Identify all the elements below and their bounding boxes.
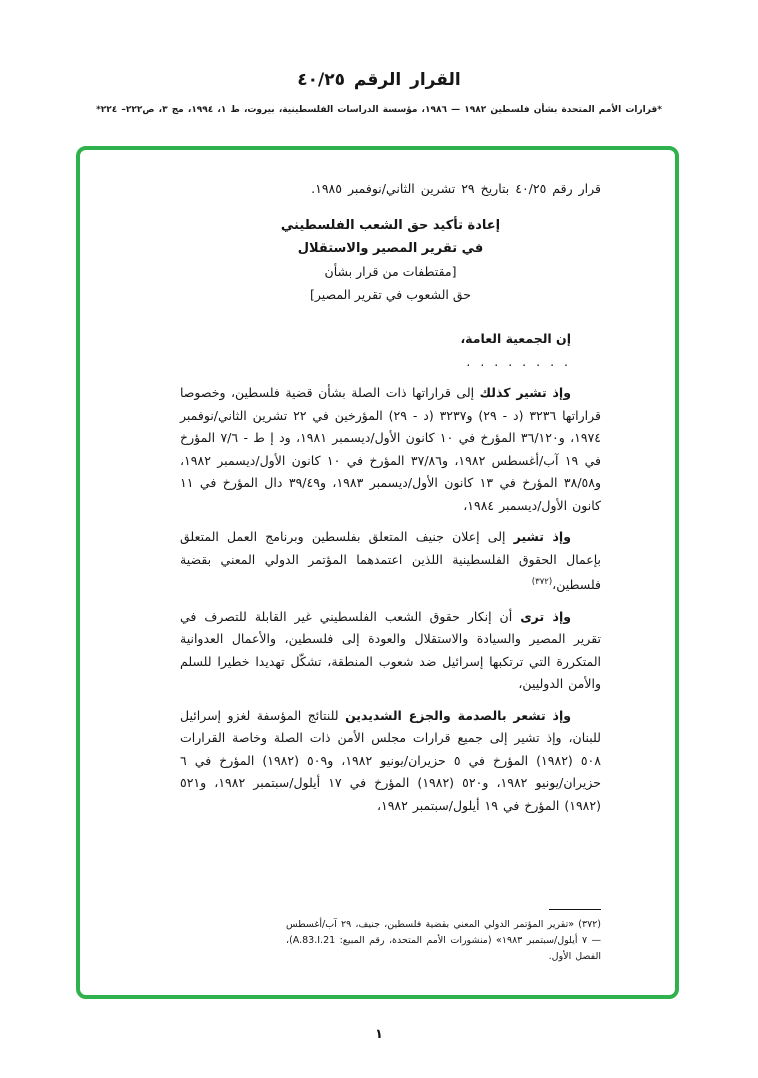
resolution-title-block [180,214,601,306]
preambular-paragraph-4 [180,705,601,818]
resolution-number-title: القرار الرقم ٤٠/٢٥ [297,70,461,90]
footnote-text: «تقرير المؤتمر الدولي المعني بقضية فلسطين، جنيف، ٢٩ آب/أغسطس — ٧ أيلول/سبتمبر ١٩٨٣» (منشورات الأمم المتحدة، رقم المبيع: A.83.I.21)، الفصل الأول. [286,919,601,962]
paragraph-1-lead: وإذ تشير كذلك [479,385,571,400]
preambular-paragraph-2 [180,526,601,597]
preambular-paragraph-3 [180,606,601,696]
resolution-text-content [80,150,675,995]
footnote-divider-rule [549,909,601,910]
title-line-4: حق الشعوب في تقرير المصير] [309,287,472,302]
preambular-paragraph-1 [180,382,601,517]
document-header [0,70,758,115]
source-citation-line: *قرارات الأمم المتحدة بشأن فلسطين ١٩٨٢ — ١٩٨٦، مؤسسة الدراسات الفلسطينية، بيروت، ط ١، ١٩٩٤، مج ٣، ص٢٢٢– ٢٢٤* [96,105,662,115]
paragraph-4-text: للنتائج المؤسفة لغزو إسرائيل للبنان، وإذ تشير إلى جميع قرارات مجلس الأمن ذات الصلة وخاصة القرارات ٥٠٨ (١٩٨٢) المؤرخ في ٥ حزيران/يونيو ١٩٨٢، و٥٠٩ (١٩٨٢) المؤرخ في ٦ حزيران/يونيو ١٩٨٢، و٥٢٠ (١٩٨٢) المؤرخ في ١٧ أيلول/سبتمبر ١٩٨٢، و٥٢١ (١٩٨٢) المؤرخ في ١٩ أيلول/سبتمبر ١٩٨٢، [180,707,601,813]
title-line-3: [مقتطفات من قرار بشأن [324,264,457,279]
paragraph-3-lead: وإذ ترى [520,608,571,624]
paragraph-4-lead: وإذ تشعر بالصدمة والجزع الشديدين [345,707,572,723]
salutation-line: إن الجمعية العامة، [460,331,571,346]
paragraph-3-text: أن إنكار حقوق الشعب الفلسطيني غير القابلة للتصرف في تقرير المصير والسيادة والاستقلال والعودة إلى فلسطين، والأعمال العدوانية المتكررة التي ترتكبها إسرائيل ضد شعوب المنطقة، تشكّل تهديدا خطيرا للسلم والأمن الدوليين، [180,608,601,692]
paragraph-1-text: إلى قراراتها ذات الصلة بشأن قضية فلسطين، وخصوصا قراراتها ٣٢٣٦ (د - ٢٩) و٣٢٣٧ (د - ٢٩) المؤرخين في ٢٢ تشرين الثاني/نوفمبر ١٩٧٤، و٣٦/١٢٠ المؤرخ في ١٠ كانون الأول/ديسمبر ١٩٨١، ود إ ط - ٧/٦ المؤرخ في ١٩ آب/أغسطس ١٩٨٢، و٣٧/٨٦ المؤرخ في ١٠ كانون الأول/ديسمبر ١٩٨٢، و٣٨/٥٨ المؤرخ في ١٣ كانون الأول/ديسمبر ١٩٨٣، و٣٩/٤٩ دال المؤرخ في ١١ كانون الأول/ديسمبر ١٩٨٤، [180,385,602,513]
footnote-marker: (٣٧٢) [578,919,601,930]
paragraph-2-text: إلى إعلان جنيف المتعلق بفلسطين وبرنامج العمل المتعلق بإعمال الحقوق الفلسطينية اللذين اعتمدهما المؤتمر الدولي المعني بقضية فلسطين، [180,529,601,593]
footnote-372 [286,917,601,965]
resolution-text-frame [76,146,679,999]
resolution-intro-line: قرار رقم ٤٠/٢٥ بتاريخ ٢٩ تشرين الثاني/نوفمبر ١٩٨٥. [311,181,601,196]
page-number: ١ [375,1027,383,1042]
omission-dots: . . . . . . . . [466,354,571,369]
title-line-2: في تقرير المصير والاستقلال [297,241,484,256]
paragraph-2-lead: وإذ تشير [513,529,571,544]
footnote-section [180,909,601,965]
footnote-reference-mark: (٣٧٢) [531,577,553,587]
title-line-1: إعادة تأكيد حق الشعب الفلسطيني [280,218,501,233]
